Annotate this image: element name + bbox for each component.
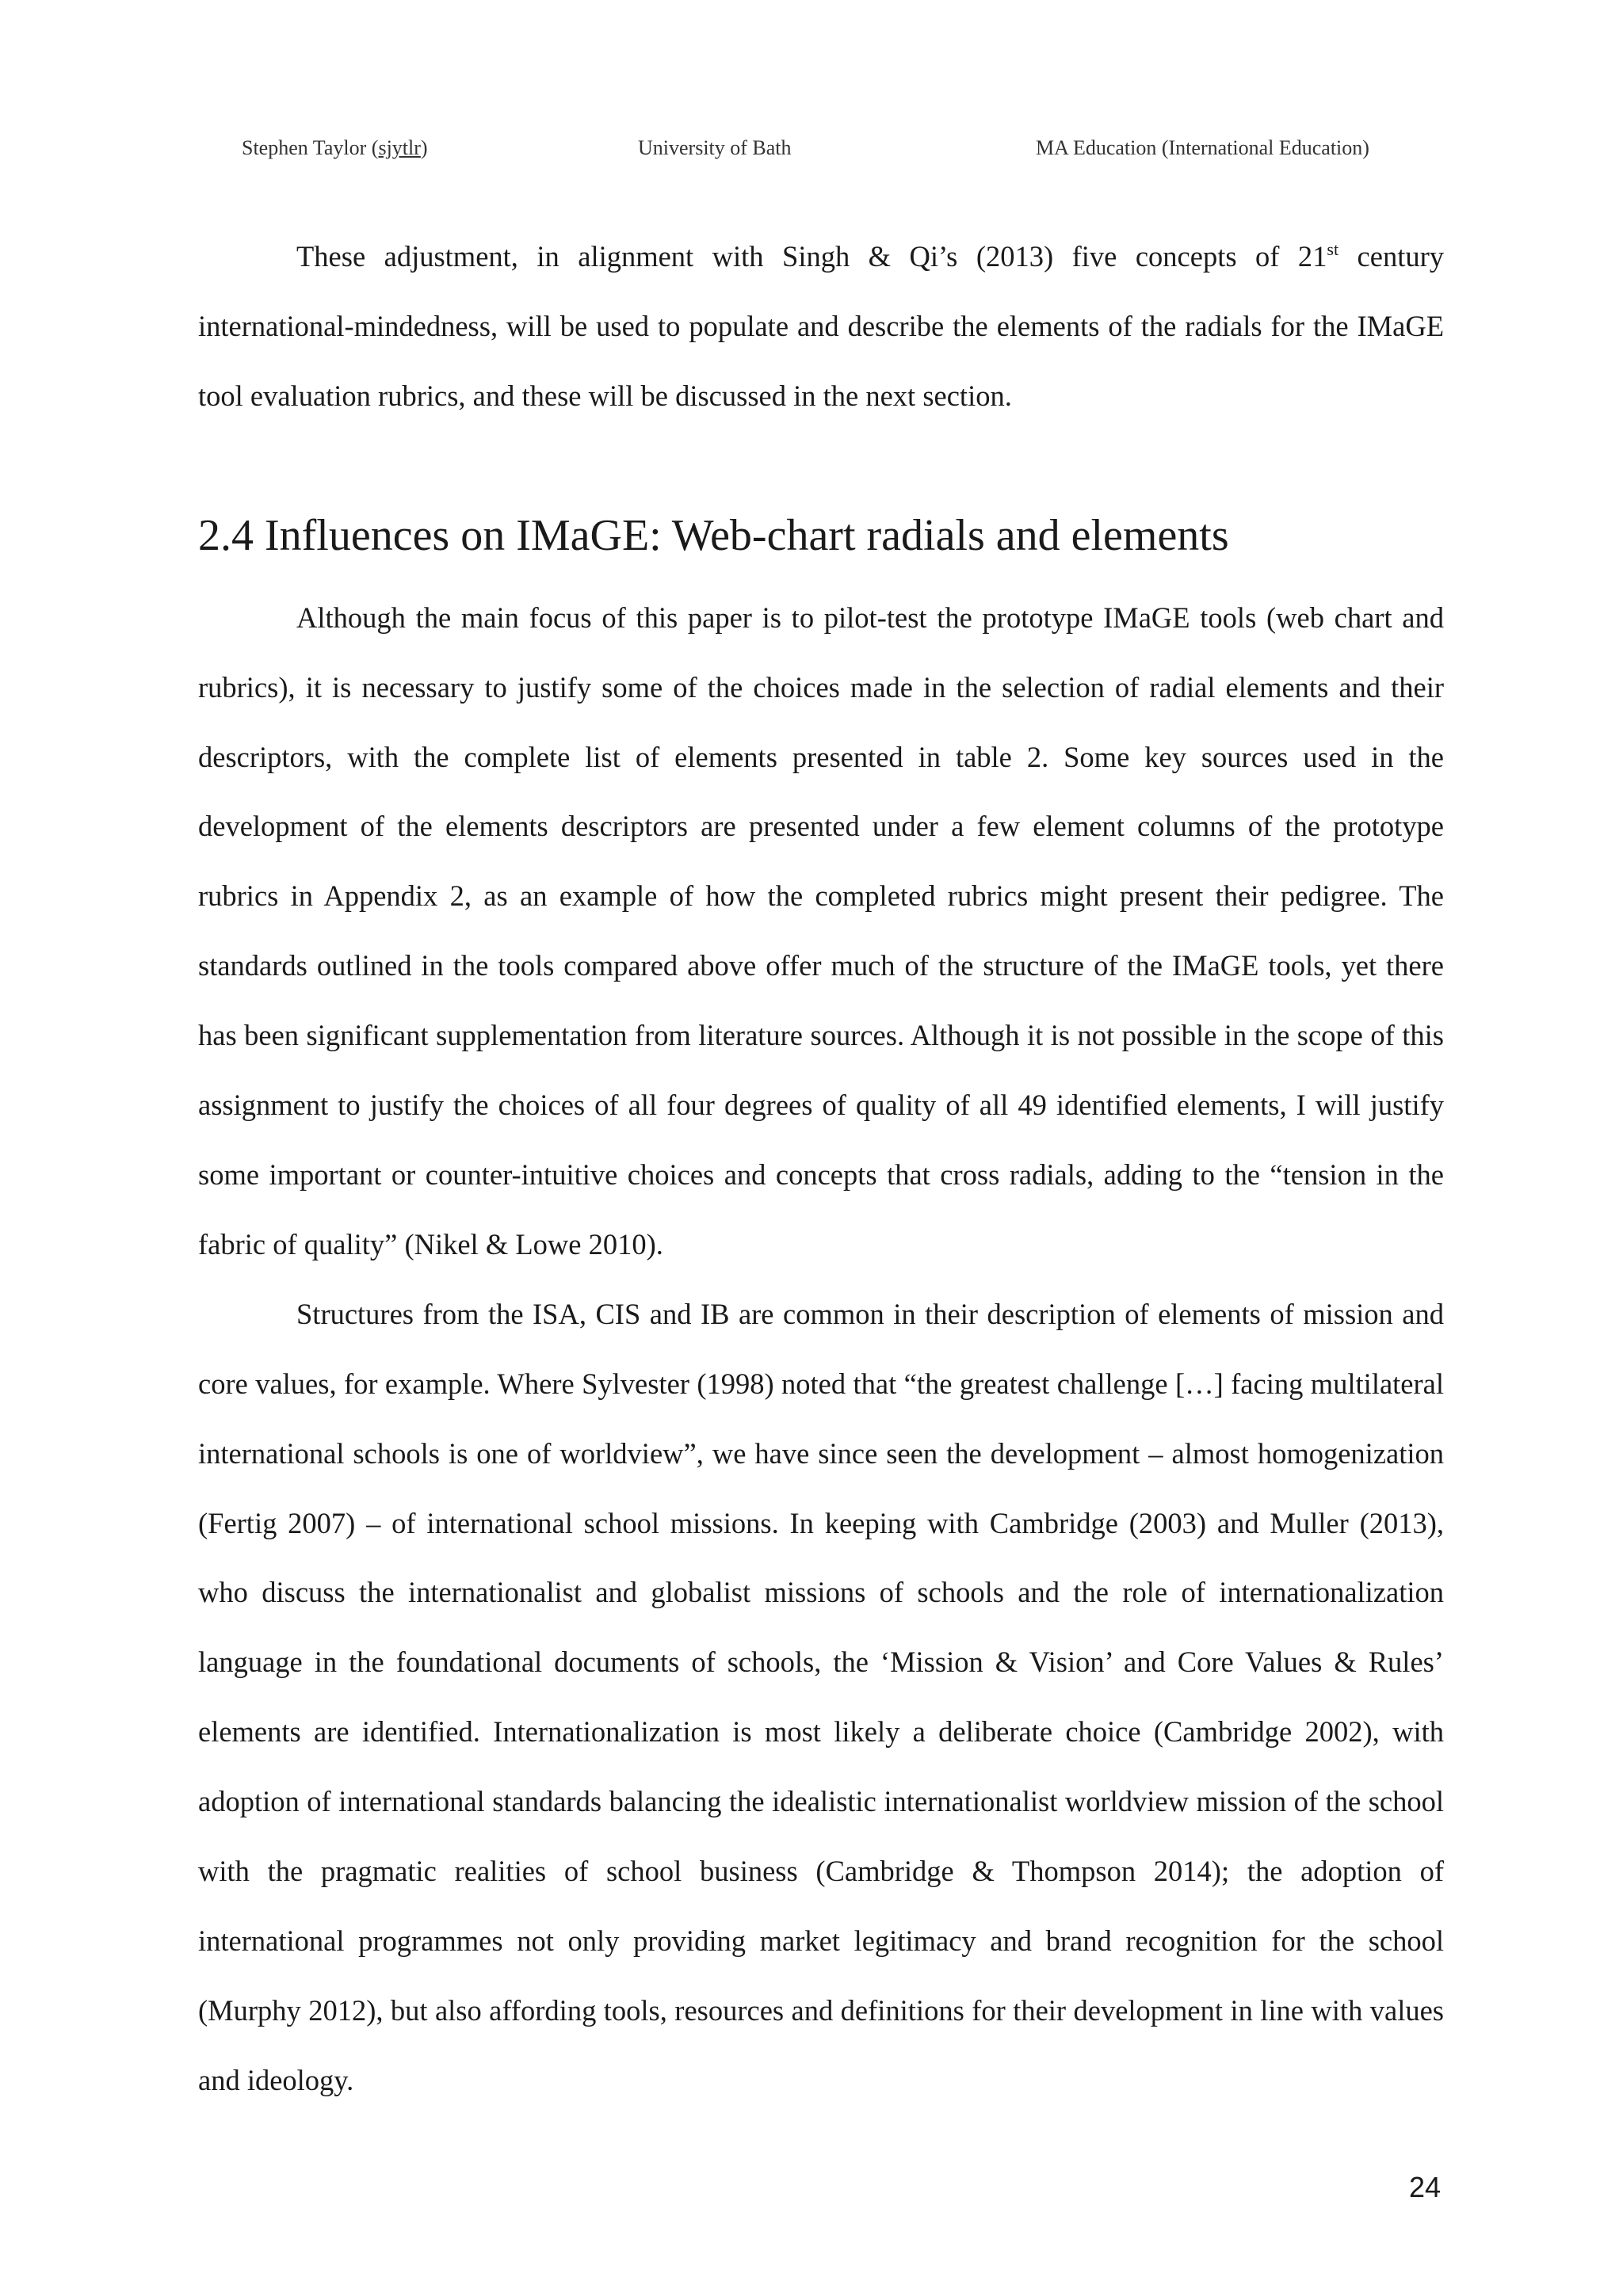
page-number: 24 [1408, 2171, 1441, 2203]
header-username: sjytlr [378, 136, 421, 159]
header-university: University of Bath [638, 136, 792, 159]
header-programme: MA Education (International Education) [1036, 136, 1369, 159]
page-body [198, 222, 1444, 2115]
body-paragraph-2: Structures from the ISA, CIS and IB are common in their description of elements of mission and core values, for example. Where Sylvester (1998) noted that “the greatest challenge […] facing multilateral international schools is one of worldview”, we have since seen the development – almost homogenization (Fertig 2007) – of international school missions. In keeping with Cambridge (2003) and Muller (2013), who discuss the internationalist and globalist missions of schools and the role of internationalization language in the foundational documents of schools, the ‘Mission & Vision’ and Core Values & Rules’ elements are identified. Internationalization is most likely a deliberate choice (Cambridge 2002), with adoption of international standards balancing the idealistic internationalist worldview mission of the school with the pragmatic realities of school business (Cambridge & Thompson 2014); the adoption of international programmes not only providing market legitimacy and brand recognition for the school (Murphy 2012), but also affording tools, resources and definitions for their development in line with values and ideology. [198, 1297, 1444, 2096]
running-header [0, 136, 1623, 168]
section-heading: 2.4 Influences on IMaGE: Web-chart radials and elements [198, 510, 1229, 560]
header-author: Stephen Taylor (sjytlr) [242, 136, 428, 159]
intro-paragraph: These adjustment, in alignment with Singh & Qi’s (2013) five concepts of 21st century international-mindedness, will be used to populate and describe the elements of the radials for the IMaGE tool evaluation rubrics, and these will be discussed in the next section. [198, 239, 1444, 412]
superscript-st: st [1327, 239, 1339, 259]
body-paragraph-1: Although the main focus of this paper is to pilot-test the prototype IMaGE tools (web chart and rubrics), it is necessary to justify some of the choices made in the selection of radial elements and their descriptors, with the complete list of elements presented in table 2. Some key sources used in the development of the elements descriptors are presented under a few element columns of the prototype rubrics in Appendix 2, as an example of how the completed rubrics might present their pedigree. The standards outlined in the tools compared above offer much of the structure of the IMaGE tools, yet there has been significant supplementation from literature sources. Although it is not possible in the scope of this assignment to justify the choices of all four degrees of quality of all 49 identified elements, I will justify some important or counter-intuitive choices and concepts that cross radials, adding to the “tension in the fabric of quality” (Nikel & Lowe 2010). [198, 601, 1444, 1261]
